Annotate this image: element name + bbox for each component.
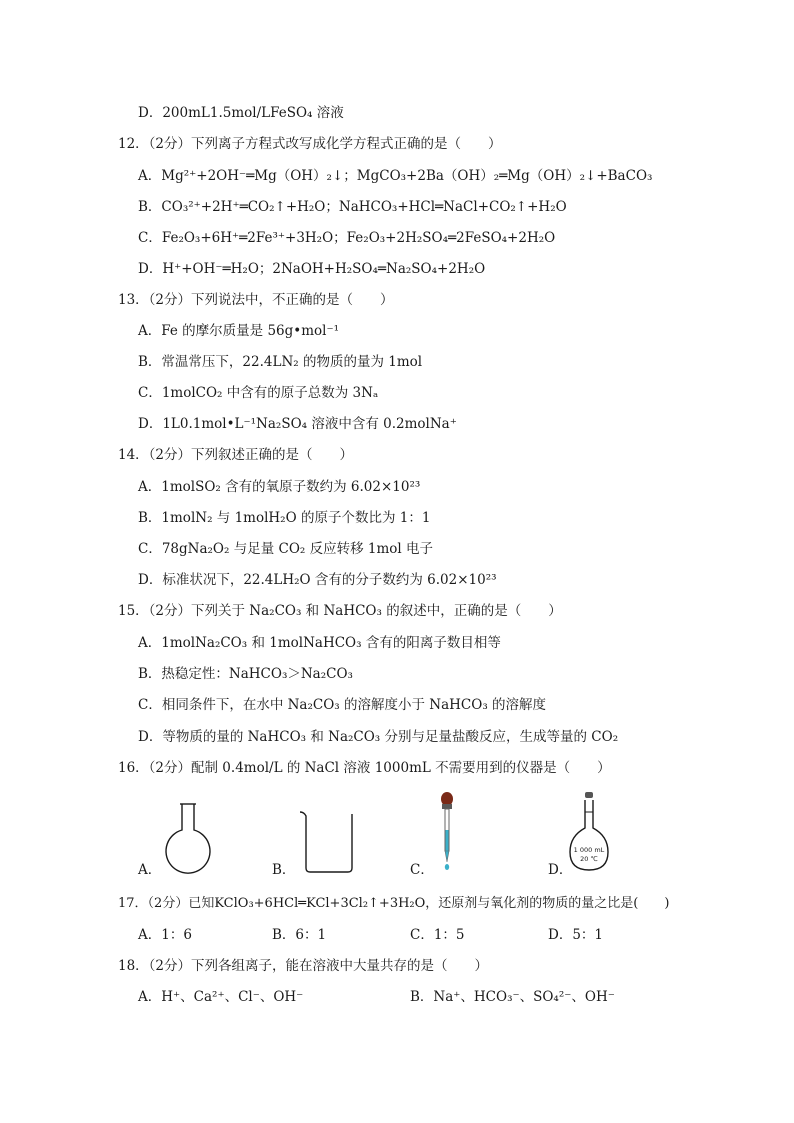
q15-option-c: C．相同条件下，在水中 Na₂CO₃ 的溶解度小于 NaHCO₃ 的溶解度 xyxy=(138,697,547,713)
round-bottom-flask-icon xyxy=(158,800,218,876)
flask-capacity-label: 1 000 mL xyxy=(573,846,605,854)
q15-stem: 15．（2分）下列关于 Na₂CO₃ 和 NaHCO₃ 的叙述中，正确的是（ ） xyxy=(118,603,562,619)
flask-temperature-label: 20 ℃ xyxy=(580,855,598,863)
q15-option-a: A．1molNa₂CO₃ 和 1molNaHCO₃ 含有的阳离子数目相等 xyxy=(138,635,501,651)
q15-option-b: B．热稳定性：NaHCO₃＞Na₂CO₃ xyxy=(138,666,353,682)
beaker-icon xyxy=(296,806,360,874)
q16-option-b-label: B． xyxy=(272,862,296,878)
q14-option-b: B．1molN₂ 与 1molH₂O 的原子个数比为 1：1 xyxy=(138,510,431,526)
q11-option-d: D．200mL1.5mol/LFeSO₄ 溶液 xyxy=(138,105,344,121)
q18-stem: 18．（2分）下列各组离子，能在溶液中大量共存的是（ ） xyxy=(118,958,489,974)
q14-stem: 14．（2分）下列叙述正确的是（ ） xyxy=(118,447,354,463)
q12-option-a: A．Mg²⁺+2OH⁻═Mg（OH）₂↓；MgCO₃+2Ba（OH）₂═Mg（OH）₂↓+BaCO₃ xyxy=(138,168,653,184)
q13-option-c: C．1molCO₂ 中含有的原子总数为 3Nₐ xyxy=(138,385,379,401)
q16-option-c-label: C． xyxy=(410,862,434,878)
q16-option-a-label: A． xyxy=(138,862,162,878)
q14-option-d: D．标准状况下，22.4LH₂O 含有的分子数约为 6.02×10²³ xyxy=(138,572,497,588)
q17-option-a: A．1：6 xyxy=(138,927,192,943)
dropper-icon xyxy=(432,790,462,872)
q14-option-a: A．1molSO₂ 含有的氧原子数约为 6.02×10²³ xyxy=(138,479,421,495)
q12-option-c: C．Fe₂O₃+6H⁺═2Fe³⁺+3H₂O；Fe₂O₃+2H₂SO₄═2FeSO₄+2H₂O xyxy=(138,230,556,246)
q13-option-a: A．Fe 的摩尔质量是 56g•mol⁻¹ xyxy=(138,323,340,339)
q17-option-b: B．6：1 xyxy=(272,927,327,943)
q14-option-c: C．78gNa₂O₂ 与足量 CO₂ 反应转移 1mol 电子 xyxy=(138,541,434,557)
q12-option-d: D．H⁺+OH⁻═H₂O；2NaOH+H₂SO₄═Na₂SO₄+2H₂O xyxy=(138,261,486,277)
q18-option-b: B．Na⁺、HCO₃⁻、SO₄²⁻、OH⁻ xyxy=(410,989,615,1005)
volumetric-flask-icon xyxy=(566,790,612,874)
q18-option-a: A．H⁺、Ca²⁺、Cl⁻、OH⁻ xyxy=(138,989,304,1005)
q12-option-b: B．CO₃²⁺+2H⁺═CO₂↑+H₂O；NaHCO₃+HCl═NaCl+CO₂↑+H₂O xyxy=(138,199,567,215)
q15-option-d: D．等物质的量的 NaHCO₃ 和 Na₂CO₃ 分别与足量盐酸反应，生成等量的 CO₂ xyxy=(138,729,619,745)
q13-option-b: B．常温常压下，22.4LN₂ 的物质的量为 1mol xyxy=(138,354,423,370)
q13-stem: 13．（2分）下列说法中，不正确的是（ ） xyxy=(118,292,394,308)
q16-stem: 16．（2分）配制 0.4mol/L 的 NaCl 溶液 1000mL 不需要用到的仪器是（ ） xyxy=(118,760,611,776)
q16-option-d-label: D． xyxy=(548,862,573,878)
q17-stem: 17．（2分）已知KClO₃+6HCl═KCl+3Cl₂↑+3H₂O，还原剂与氧化剂的物质的量之比是( ) xyxy=(118,896,670,911)
q17-option-c: C．1：5 xyxy=(410,927,465,943)
q13-option-d: D．1L0.1mol•L⁻¹Na₂SO₄ 溶液中含有 0.2molNa⁺ xyxy=(138,416,457,432)
q17-option-d: D．5：1 xyxy=(548,927,604,943)
q12-stem: 12．（2分）下列离子方程式改写成化学方程式正确的是（ ） xyxy=(118,136,502,152)
